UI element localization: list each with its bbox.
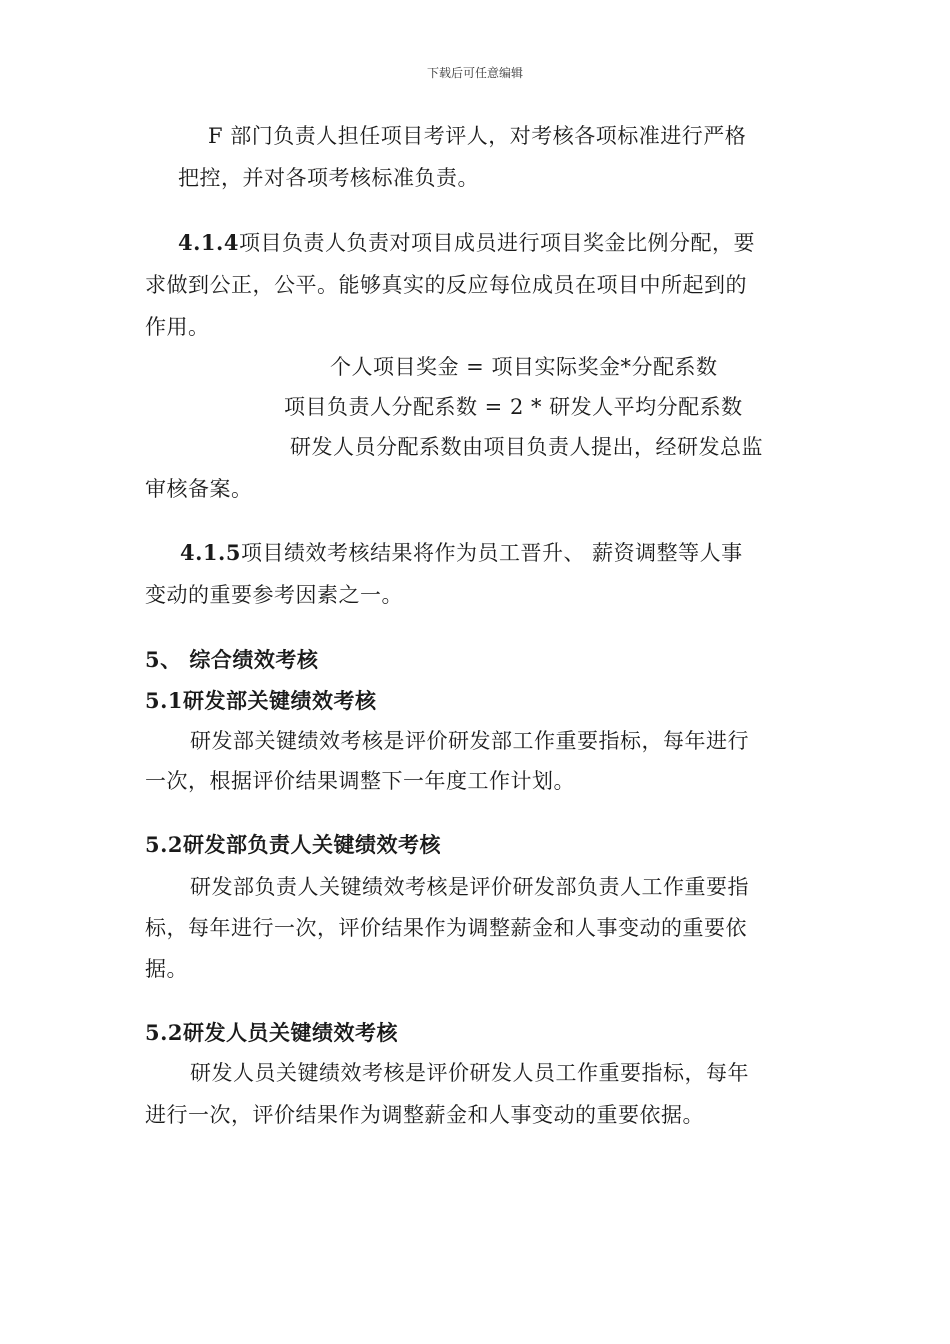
formula-line: 项目负责人分配系数 = 2 * 研发人平均分配系数 bbox=[284, 395, 743, 419]
paragraph-line bbox=[178, 228, 755, 258]
paragraph-line: 据。 bbox=[145, 957, 188, 981]
clause-text: 项目负责人负责对项目成员进行项目奖金比例分配，要 bbox=[238, 231, 755, 255]
subsection-heading: 5.2研发人员关键绩效考核 bbox=[145, 1020, 399, 1045]
page-header: 下载后可任意编辑 bbox=[426, 66, 523, 80]
paragraph-line: 把控，并对各项考核标准负责。 bbox=[178, 166, 479, 190]
paragraph-line: 进行一次，评价结果作为调整薪金和人事变动的重要依据。 bbox=[145, 1103, 704, 1127]
clause-number: 4.1.4 bbox=[178, 230, 239, 255]
paragraph-line: 审核备案。 bbox=[145, 477, 253, 501]
clause-text: 项目绩效考核结果将作为员工晋升、 薪资调整等人事 bbox=[240, 541, 743, 565]
paragraph-line: 求做到公正，公平。能够真实的反应每位成员在项目中所起到的 bbox=[145, 273, 747, 297]
paragraph-line: F 部门负责人担任项目考评人，对考核各项标准进行严格 bbox=[208, 124, 747, 148]
paragraph-line: 研发部负责人关键绩效考核是评价研发部负责人工作重要指 bbox=[190, 875, 749, 899]
paragraph-line: 变动的重要参考因素之一。 bbox=[145, 583, 403, 607]
section-heading: 5、 综合绩效考核 bbox=[145, 647, 319, 672]
subsection-heading: 5.1研发部关键绩效考核 bbox=[145, 688, 377, 713]
paragraph-line: 一次，根据评价结果调整下一年度工作计划。 bbox=[145, 769, 575, 793]
paragraph-line: 研发人员关键绩效考核是评价研发人员工作重要指标，每年 bbox=[190, 1061, 749, 1085]
formula-line: 个人项目奖金 = 项目实际奖金*分配系数 bbox=[330, 355, 718, 379]
paragraph-line: 作用。 bbox=[145, 315, 210, 339]
paragraph-line bbox=[180, 538, 743, 568]
paragraph-line: 标，每年进行一次，评价结果作为调整薪金和人事变动的重要依 bbox=[145, 916, 747, 940]
paragraph-line: 研发部关键绩效考核是评价研发部工作重要指标，每年进行 bbox=[190, 729, 749, 753]
subsection-heading: 5.2研发部负责人关键绩效考核 bbox=[145, 832, 442, 857]
paragraph-line: 研发人员分配系数由项目负责人提出，经研发总监 bbox=[290, 435, 763, 459]
clause-number: 4.1.5 bbox=[180, 540, 241, 565]
